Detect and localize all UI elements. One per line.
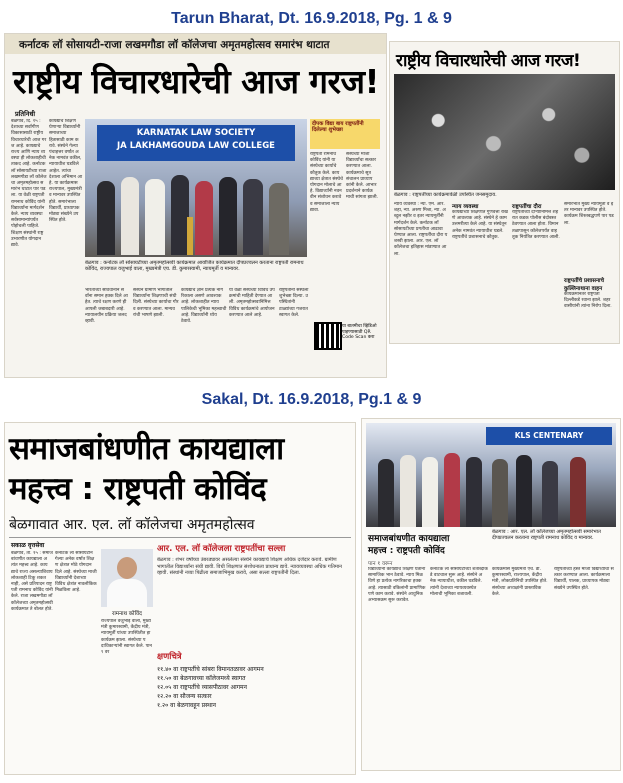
sakal-right-column-3: कार्यक्रमास मुख्यमंत्री एच. डी. कुमारस्वामी, राज्यपाल, केंद्रीय मंत्री, लोकप्रतिनिधी उपस्थित होते. संस्थेच्या अध्यक्षांनी प्रास्ताविक केले. — [492, 567, 548, 597]
banner-line-1: KARNATAK LAW SOCIETY — [136, 128, 256, 138]
banner-line-2: JA LAKHAMGOUDA LAW COLLEGE — [117, 141, 275, 151]
subhead-4: कुल्लिनाथाना वाहन — [564, 286, 603, 292]
qr-note: या बातमीचा व्हिडिओ पाहण्यासाठी QR Code Scan करा — [342, 324, 377, 341]
box-heading: आर. एल. लॉ कॉलेजला राष्ट्रपतींचा सल्ला — [157, 544, 286, 554]
photo-caption: बेळगाव : कर्नाटक लॉ सोसायटीच्या अमृतमहोत्सवी कार्यक्रमात आयोजित कार्यक्रमात दीपप्रज्वलन करताना राष्ट्रपती रामनाथ कोविंद, राज्यपाल वजुभाई वाला, मुख्यमंत्री एच. डी. कुमारस्वामी, न्यायमूर्ती व मान्यवर. — [85, 260, 304, 273]
schedule-list — [157, 665, 351, 710]
sakal-page9-clipping — [361, 418, 621, 771]
right-text-column-3: राष्ट्रपतींच्या दौऱ्यानिमित्त शहरात कडक पोलीस बंदोबस्त ठेवण्यात आला होता. विमानतळापासून कॉलेजपर्यंत वाहतूक नियंत्रित करण्यात आली. — [512, 210, 560, 240]
sakal-text-column-2: कर्नाटक लॉ सोसायटीने गेल्या अनेक वर्षांत शिक्षण क्षेत्रात मोठे योगदान दिले आहे. संस्थेच्या माजी विद्यार्थ्यांनी देशाच्या विविध क्षेत्रांत नावलौकिक मिळविला आहे. — [55, 551, 97, 594]
sakal-text-column-3: राज्यपाल वजुभाई वाला, मुख्यमंत्री कुमारस्वामी, केंद्रीय मंत्री, न्यायमूर्ती यांच्या उपस्थितीत हा कार्यक्रम झाला. संस्थेच्या पदाधिकाऱ्यांनी स्वागत केले. पान ९ वर — [101, 619, 152, 656]
audience-photo-caption: बेळगाव : राष्ट्रपतींच्या कार्यक्रमावेळी उपस्थित जनसमुदाय. — [394, 192, 497, 198]
sakal-backdrop-text: KLS CENTENARY — [514, 431, 584, 440]
schedule-item: १२.०५ वा राष्ट्रपतींचे व्यासपीठावर आगमन — [157, 684, 247, 691]
text-column-2: कायद्याचे शिक्षण घेणाऱ्या विद्यार्थ्यांनी समाजाच्या हितासाठी काम करावे. संस्थेने गेल्या पंचाहत्तर वर्षांत अनेक नामवंत वकील, न्यायाधीश घडविले आहेत. त्यांचा देशाला अभिमान आहे. या कार्यक्रमास राज्यपाल, मुख्यमंत्री व मान्यवर उपस्थित होते. समारंभाला विद्यार्थी, प्राध्यापक मोठ्या संख्येने उपस्थित होते. — [49, 119, 83, 224]
text-column-3: राष्ट्रपती रामनाथ कोविंद यांनी या संस्थेच्या कार्याचे कौतुक केले. कायद्याच्या क्षेत्रात संस्थेचे योगदान मोलाचे आहे. विद्यार्थ्यांनी नवनवीन संशोधन करावे व समाजाला न्याय द्यावा. — [310, 152, 343, 213]
sakal-text-column-1: बेळगाव, ता. १५ : समाजबांधणीत कायद्याला अत्यंत महत्त्व आहे. कायद्याचे राज्य असल्याशिवाय लोकशाही टिकू शकत नाही, असे प्रतिपादन राष्ट्रपती रामनाथ कोविंद यांनी केले. राजा लखमगौडा लॉ कॉलेजच्या अमृतमहोत्सवी कार्यक्रमात ते बोलत होते. — [11, 551, 53, 612]
text-column-1: बेळगाव, दि. १५ : देशाच्या सर्वांगीण विकासासाठी राष्ट्रीय विचारधारेची आज गरज आहे. कायद्याचे राज्य आणि न्याय व्यवस्था ही लोकशाहीची ताकद आहे. कर्नाटक लॉ सोसायटीच्या राजा लखमगौडा लॉ कॉलेजचा अमृतमहोत्सव समारंभ थाटात पार पडला. या वेळी राष्ट्रपती रामनाथ कोविंद यांनी विद्यार्थ्यांना मार्गदर्शन केले. न्याय व्यवस्था सर्वसामान्यांपर्यंत पोहोचली पाहिजे. शिक्षण संस्थांनी राष्ट्र उभारणीत योगदान द्यावे. — [11, 119, 47, 249]
dateline: सकाळ वृत्तसेवा — [11, 542, 45, 549]
info-box-title: दीपक विद्या बाय राष्ट्रपतींनी दिलेल्या शुभेच्छा — [312, 121, 364, 134]
audience-photo — [394, 74, 615, 190]
schedule-item: १.२० वा बेळगावहून प्रस्थान — [157, 702, 216, 709]
sakal-headline-line-1: समाजबांधणीत कायद्याला — [9, 431, 284, 467]
lamp-lighting-photo — [366, 423, 616, 527]
sakal-photo-caption: बेळगाव : आर. एल. लॉ कॉलेजच्या अमृतमहोत्सवी समारंभात दीपप्रज्वलन करताना राष्ट्रपती रामनाथ कोविंद व मान्यवर. — [492, 529, 601, 542]
president-portrait — [101, 549, 153, 607]
text-column-8: या वेळी संस्थेच्या विविध उपक्रमांची माहिती देण्यात आली. अमृतमहोत्सवानिमित्त विविध कार्यक्रमांचे आयोजन करण्यात आले आहे. — [229, 288, 275, 318]
sakal-clipping — [4, 422, 356, 775]
right-text-column-2: कायद्याच्या शिक्षणात गुणवत्ता राखणे आवश्यक आहे. संस्थेने हे काम उत्तमरीत्या केले आहे. या संस्थेतून अनेक नामवंत न्यायाधीश घडले. राष्ट्रपतींचे प्रशासनाचे कौतुक. — [452, 210, 508, 240]
schedule-item: ११.५० वा बेळगावच्या कॉलेजमध्ये स्वागत — [157, 675, 246, 682]
subhead-1: न्याय व्यवस्था — [452, 204, 479, 210]
portrait-caption: रामनाथ कोविंद — [112, 611, 142, 617]
right-text-column-4: समारंभात मुख्य न्यायमूर्ती व इतर मान्यवर उपस्थित होते. कार्यक्रम शिस्तबद्धपणे पार पडला. — [564, 202, 614, 226]
lamp-stand — [187, 217, 193, 255]
right-heading-line-1: समाजबांधणीत कायद्याला — [368, 534, 450, 544]
dignitaries-figures — [95, 167, 297, 255]
text-column-7: कायद्याचे ज्ञान प्रत्येक नागरिकाला असणे आवश्यक आहे. लोकशाहीत न्यायपालिकेची भूमिका महत्त्वाची आहे. विद्यार्थ्यांनी ध्येय ठेवावे. — [181, 288, 227, 325]
text-column-4: संस्थेच्या माजी विद्यार्थ्यांचा सत्कार करण्यात आला. कार्यक्रमाचे सूत्रसंचालन प्राध्यापकांनी केले. आभार प्रदर्शनाने कार्यक्रमाची सांगता झाली. — [346, 152, 379, 201]
kicker-text: कर्नाटक लॉ सोसायटी-राजा लखमगौडा लॉ कॉलेजचा अमृतमहोत्सव समारंभ थाटात — [19, 39, 330, 51]
text-column-5: भारताच्या संविधानाने सर्वांना समान हक्क दिले आहेत. त्याचे रक्षण करणे ही आपली जबाबदारी आहे. न्यायालयीन प्रक्रिया जलद व्हावी. — [85, 288, 128, 325]
sakal-right-column-4: राष्ट्रपतींच्या हस्ते माजी विद्यार्थ्यांचा सत्कार करण्यात आला. कार्यक्रमाला विद्यार्थी, पालक, प्राध्यापक मोठ्या संख्येने उपस्थित होते. — [554, 567, 614, 591]
sakal-right-column-1: विद्यार्थ्यांनी कायद्याचे शिक्षण घेताना सामाजिक भान ठेवावे. न्याय मिळविणे हा प्रत्येक नागरिकाचा हक्क आहे. त्यासाठी वकिलांनी प्रामाणिकपणे काम करावे. संस्थेने आधुनिक अभ्यासक्रम सुरू करावेत. — [368, 567, 426, 604]
right-headline: राष्ट्रीय विचारधारेची आज गरज! — [396, 51, 581, 71]
caption-tarun-bharat: Tarun Bharat, Dt. 16.9.2018, Pg. 1 & 9 — [171, 10, 452, 27]
right-text-column-5: कार्यक्रमानंतर राष्ट्रपती दिल्लीकडे रवाना झाले. शहरवासीयांनी त्यांना निरोप दिला. — [564, 292, 612, 310]
subhead-3: राष्ट्रपतींचे प्रशासनाचे — [564, 278, 604, 284]
qr-code — [314, 322, 342, 350]
schedule-item: ११.४० वा राष्ट्रपतींचे सांबरा विमानतळावर आगमन — [157, 666, 264, 673]
tarun-bharat-page9-clipping — [389, 41, 620, 344]
subhead-2: राष्ट्रपतींचा दौरा — [512, 204, 542, 210]
right-sub: पान १ वरून — [368, 561, 393, 567]
tarun-headline: राष्ट्रीय विचारधारेची आज गरज! — [13, 62, 380, 101]
caption-sakal: Sakal, Dt. 16.9.2018, Pg.1 & 9 — [201, 391, 422, 408]
right-text-column-1: न्याय व्यवस्था : न्या. एम. आर. शहा, न्या. अरुण मिश्रा, न्या. अब्दुल नझीर व इतर न्यायमूर्तींनी मार्गदर्शन केले. कर्नाटक लॉ सोसायटीच्या प्रगतीचा आढावा घेण्यात आला. राष्ट्रपतींचा दौरा यशस्वी झाला. आर. एल. लॉ कॉलेजचा इतिहास मांडण्यात आला. — [394, 202, 448, 257]
schedule-title: क्षणचित्रे — [157, 652, 182, 662]
sakal-box-text: बेळगाव : शंभर वर्षांच्या उंबरठ्यावर असलेल्या संस्थेने कायद्याचे शिक्षण अधिक दर्जेदार करावे. ग्रामीण भागातील विद्यार्थ्यांना संधी द्यावी. विधी शिक्षणात संशोधनाला प्राधान्य द्यावे. न्यायव्यवस्था अधिक गतिमान व्हावी. संस्थांनी नव्या पिढीला समाजाभिमुख करावे, असा सल्ला राष्ट्रपतींनी दिला. — [157, 557, 342, 577]
sakal-headline-line-2: महत्त्व : राष्ट्रपती कोविंद — [9, 471, 267, 507]
sakal-right-column-2: कर्नाटक लॉ सोसायटीच्या शताब्दीकडे वाटचाल सुरू आहे. संस्थेने अनेक न्यायाधीश, वकील घडविले. त्यांनी देशाच्या न्यायव्यवस्थेत मोलाची भूमिका बजावली. — [430, 567, 488, 597]
stage-photo — [85, 119, 307, 257]
right-heading-line-2: महत्त्व : राष्ट्रपती कोविंद — [368, 546, 445, 556]
schedule-item: १२.२० वा सौजन्य सत्कार — [157, 693, 212, 700]
tarun-bharat-clipping — [4, 33, 387, 378]
byline: प्रतिनिधी — [15, 110, 36, 118]
sakal-sub-headline: बेळगावात आर. एल. लॉ कॉलेजचा अमृतमहोत्सव — [9, 517, 255, 533]
text-column-6: संस्थेने ग्रामीण भागातील विद्यार्थ्यांना शिक्षणाची संधी दिली. संस्थेच्या कार्याचा गौरव करण्यात आला. मान्यवरांची भाषणे झाली. — [133, 288, 179, 318]
text-column-9: राष्ट्रपतींनी संस्थेला शुभेच्छा दिल्या. उपस्थितांनी टाळ्यांच्या गजरात स्वागत केले. — [279, 288, 309, 318]
divider — [9, 537, 351, 538]
